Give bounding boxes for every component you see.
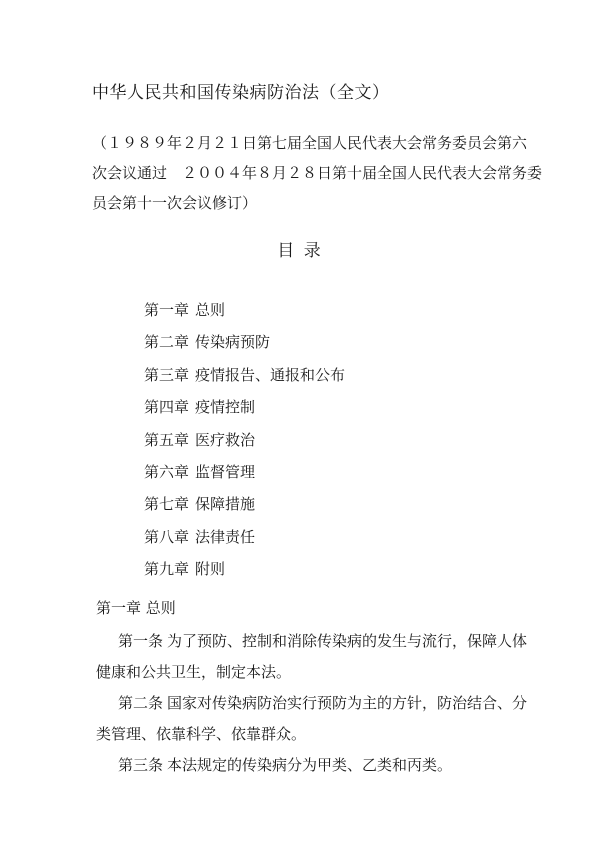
toc-item-number: 第七章: [144, 495, 190, 514]
toc-item-name: 疫情报告、通报和公布: [195, 365, 346, 384]
toc-item-number: 第二章: [144, 333, 190, 352]
article-label: 第一条: [118, 632, 164, 650]
toc-item: [144, 391, 345, 423]
toc-item-name: 疫情控制: [195, 398, 256, 417]
article-line: [96, 626, 528, 657]
toc-item-name: 总则: [195, 301, 226, 319]
article-line: [96, 750, 528, 781]
toc-item: [144, 424, 345, 456]
toc-item: [144, 488, 345, 520]
toc-item: [144, 553, 345, 585]
article-paragraph: [96, 688, 528, 750]
toc-heading: 目 录: [277, 241, 323, 261]
toc-item: [144, 521, 345, 553]
article-text: 国家对传染病防治实行预防为主的方针，防治结合、分: [167, 694, 528, 712]
toc-item-name: 附则: [195, 560, 226, 579]
toc-item-name: 传染病预防: [195, 333, 271, 352]
toc-item-number: 第九章: [144, 560, 190, 579]
toc-item-number: 第四章: [144, 398, 190, 417]
intro-line: 员会第十一次会议修订）: [92, 194, 258, 212]
chapter-heading: 第一章 总则: [96, 599, 176, 617]
toc-item: [144, 359, 345, 391]
intro-line: （１９８９年２月２１日第七届全国人民代表大会常务委员会第六: [92, 134, 528, 152]
article-label: 第三条: [118, 756, 164, 774]
toc-item-number: 第一章: [144, 301, 190, 319]
article-paragraph: [96, 626, 528, 688]
toc-item-number: 第六章: [144, 462, 190, 481]
article-line: 健康和公共卫生，制定本法。: [96, 663, 292, 681]
article-text: 为了预防、控制和消除传染病的发生与流行，保障人体: [167, 632, 528, 650]
toc-item-name: 法律责任: [195, 527, 256, 546]
toc-item: [144, 326, 345, 358]
document-intro: [92, 128, 543, 218]
article-line: [96, 688, 528, 719]
document-title: 中华人民共和国传染病防治法（全文）: [92, 83, 390, 103]
article-label: 第二条: [118, 694, 164, 712]
toc-item-name: 保障措施: [195, 495, 256, 514]
toc-item-name: 医疗救治: [195, 430, 256, 449]
article-paragraph: [96, 750, 528, 781]
toc-item-name: 监督管理: [195, 462, 256, 481]
toc-item-number: 第三章: [144, 365, 190, 384]
intro-line: 次会议通过 ２００４年８月２８日第十届全国人民代表大会常务委: [92, 164, 543, 182]
toc-item-number: 第八章: [144, 527, 190, 546]
article-text: 本法规定的传染病分为甲类、乙类和丙类。: [167, 756, 453, 774]
article-line: 类管理、依靠科学、依靠群众。: [96, 725, 307, 743]
table-of-contents: [144, 294, 345, 586]
toc-item-number: 第五章: [144, 430, 190, 449]
toc-item: [144, 456, 345, 488]
toc-item: [144, 294, 345, 326]
